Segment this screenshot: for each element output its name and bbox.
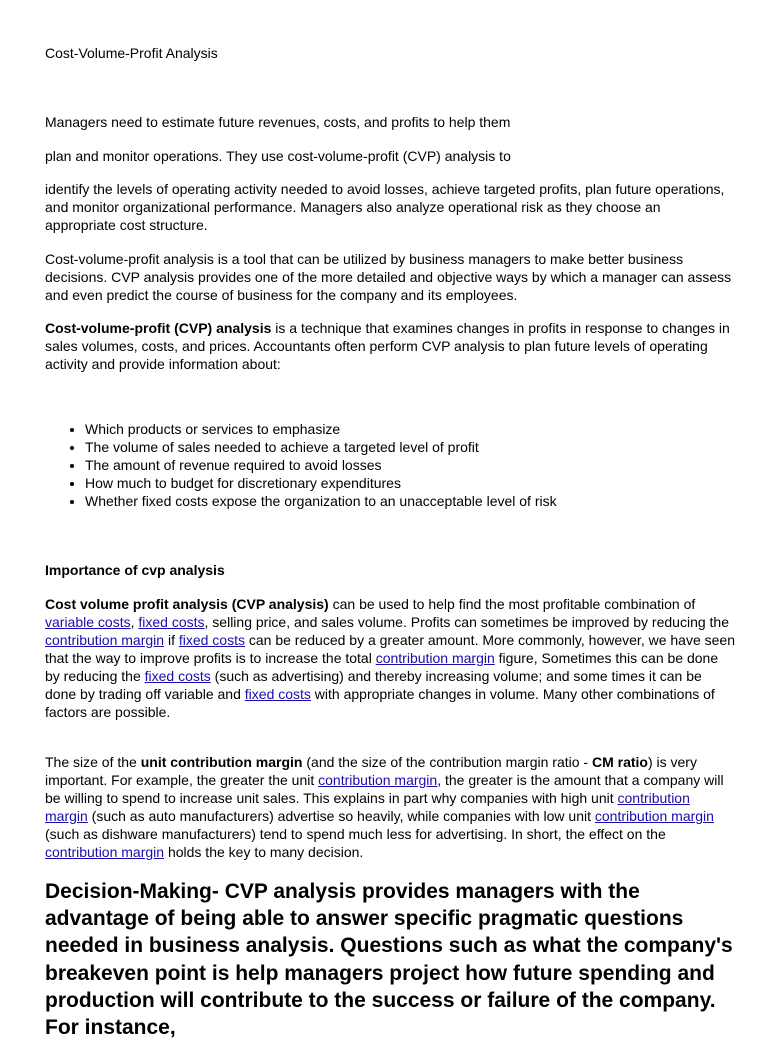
importance-paragraph	[45, 595, 735, 721]
unit-text: , the greater is the amount that a company will be willing to spend to increase unit sales. This explains in part why companies with high unit	[45, 772, 724, 806]
contribution-margin-link[interactable]: contribution margin	[318, 772, 438, 788]
contribution-margin-link[interactable]: contribution margin	[45, 632, 165, 648]
cvp-tool-paragraph: Cost-volume-profit analysis is a tool that can be utilized by business managers to make better business decisions. CVP analysis provides one of the more detailed and objective ways by which a manager can assess and even predict the course of business for the company and its employees.	[45, 251, 732, 303]
unit-text: holds the key to many decision.	[164, 844, 364, 860]
importance-text: if	[164, 632, 179, 648]
list-item: • Whether fixed costs expose the organization to an unacceptable level of risk	[85, 492, 735, 510]
importance-text: can be reduced by a greater amount. More commonly, however, we have seen that the way to improve profits is to increase the total	[45, 632, 735, 666]
intro-paragraph-3: identify the levels of operating activity needed to avoid losses, achieve targeted profits, plan future operations, and monitor organizational performance. Managers also analyze operational risk as they choose an appropriate cost structure.	[45, 181, 725, 233]
contribution-margin-link[interactable]: contribution margin	[45, 844, 165, 860]
fixed-costs-link[interactable]: fixed costs	[138, 614, 205, 630]
fixed-costs-link[interactable]: fixed costs	[244, 686, 311, 702]
contribution-margin-link[interactable]: contribution margin	[45, 790, 690, 824]
cvp-definition-text: is a technique that examines changes in profits in response to changes in sales volumes, costs, and prices. Accountants often perform CVP analysis to plan future levels of operating activity and provide information about:	[45, 320, 730, 372]
intro-line-1: Managers need to estimate future revenues, costs, and profits to help them	[45, 114, 511, 130]
importance-text: ,	[130, 614, 139, 630]
cm-ratio-term: CM ratio	[591, 754, 648, 770]
importance-text: , selling price, and sales volume. Profits can sometimes be improved by reducing the	[204, 614, 729, 630]
importance-text: with appropriate changes in volume. Many other combinations of factors are possible.	[45, 686, 715, 720]
list-item: • The amount of revenue required to avoid losses	[85, 456, 735, 474]
document-title: Cost-Volume-Profit Analysis	[45, 45, 218, 61]
importance-text: figure, Sometimes this can be done by reducing the	[45, 650, 719, 684]
section-heading-importance: Importance of cvp analysis	[45, 562, 225, 578]
cvp-definition-term: Cost-volume-profit (CVP) analysis	[45, 320, 272, 336]
importance-text: can be used to help find the most profitable combination of	[328, 596, 696, 612]
unit-text: (such as dishware manufacturers) tend to spend much less for advertising. In short, the effect on the	[45, 826, 666, 842]
cvp-information-list	[45, 420, 735, 510]
list-item: • How much to budget for discretionary expenditures	[85, 474, 735, 492]
intro-line-2: plan and monitor operations. They use cost-volume-profit (CVP) analysis to	[45, 148, 511, 164]
unit-contribution-term: unit contribution margin	[140, 754, 303, 770]
fixed-costs-link[interactable]: fixed costs	[178, 632, 245, 648]
decision-making-heading: Decision-Making- CVP analysis provides managers with the advantage of being able to answer specific pragmatic questions needed in business analysis. Questions such as what the company's breakeven point is help managers project how future spending and production will contribute to the success or failure of the company. For instance,	[45, 880, 733, 1040]
unit-text: (such as auto manufacturers) advertise so heavily, while companies with low unit	[87, 808, 595, 824]
fixed-costs-link[interactable]: fixed costs	[144, 668, 211, 684]
importance-term: Cost volume profit analysis (CVP analysis)	[45, 596, 329, 612]
importance-text: (such as advertising) and thereby increasing volume; and some times it can be done by trading off variable and	[45, 668, 702, 702]
contribution-margin-link[interactable]: contribution margin	[594, 808, 714, 824]
list-item: • Which products or services to emphasize	[85, 420, 735, 438]
unit-text: (and the size of the contribution margin ratio -	[302, 754, 592, 770]
unit-text: The size of the	[45, 754, 141, 770]
unit-text: ) is very important. For example, the greater the unit	[45, 754, 697, 788]
unit-contribution-paragraph	[45, 753, 735, 861]
contribution-margin-link[interactable]: contribution margin	[375, 650, 495, 666]
cvp-definition-paragraph	[45, 319, 735, 373]
list-item: • The volume of sales needed to achieve a targeted level of profit	[85, 438, 735, 456]
variable-costs-link[interactable]: variable costs	[45, 614, 131, 630]
